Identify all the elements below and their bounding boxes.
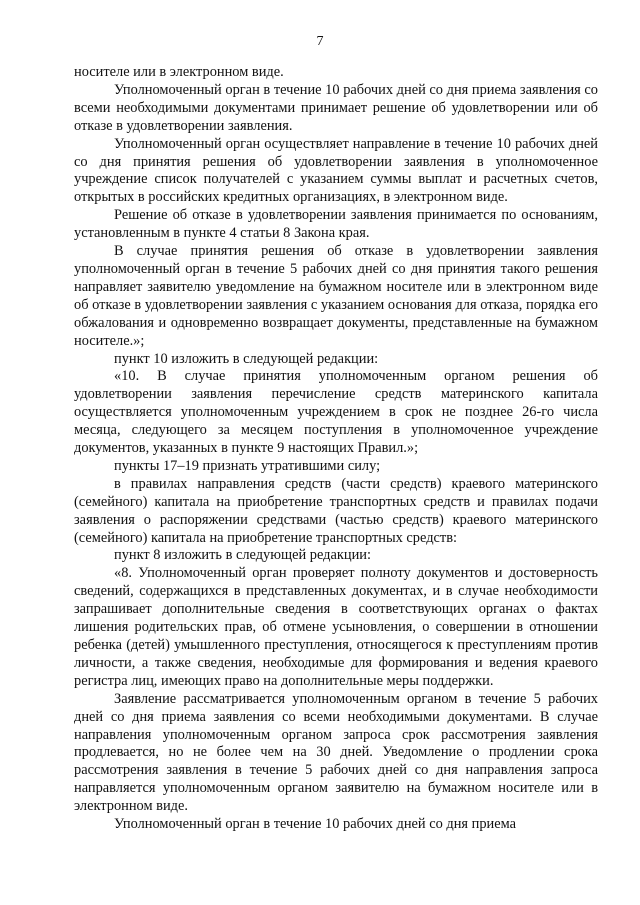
paragraph-amend-point-8: пункт 8 изложить в следующей редакции:	[114, 547, 371, 564]
paragraph-review-term: Заявление рассматривается уполномоченным органом в течение 5 рабочих дней со дня приема заявления со всеми необходимыми документами. В случае направления уполномоченным органом запроса срок рассмотрения заявления продлевается, но не более чем на 30 дней. Уведомление о продлении срока рассмотрения заявления в течение 5 рабочих дней со дня направления запроса направляется уполномоченным органом заявителю на бумажном носителе или в электронном виде.	[74, 690, 598, 815]
paragraph-points-17-19: пункты 17–19 признать утратившими силу;	[114, 457, 381, 474]
paragraph-refusal-notice: В случае принятия решения об отказе в удовлетворении заявления уполномоченный орган в течение 5 рабочих дней со дня принятия такого решения направляет заявителю уведомление на бумажном носителе или в электронном виде об отказе в удовлетворении заявления с указанием основания для отказа, порядка его обжалования и одновременно возвращает документы, представленные на бумажном носителе.»;	[74, 243, 598, 349]
paragraph-amend-point-10: пункт 10 изложить в следующей редакции:	[114, 350, 379, 367]
paragraph-recipients-list: Уполномоченный орган осуществляет направление в течение 10 рабочих дней со дня принятия решения об удовлетворении заявления в уполномоченное учреждение список получателей с указанием суммы выплат и расчетных счетов, открытых в российских кредитных организациях, в электронном виде.	[74, 135, 598, 206]
paragraph-decision-deadline: Уполномоченный орган в течение 10 рабочих дней со дня приема заявления со всеми необходимыми документами принимает решение об удовлетворении или об отказе в удовлетворении заявления.	[74, 81, 598, 134]
paragraph-point-10-text: «10. В случае принятия уполномоченным органом решения об удовлетворении заявления перечисление средств материнского капитала осуществляется уполномоченным учреждением в срок не позднее 26-го числа месяца, следующего за месяцем поступления в уполномоченное учреждение документов, указанных в пункте 9 настоящих Правил.»;	[74, 368, 598, 457]
paragraph-cut-off: Уполномоченный орган в течение 10 рабочих дней со дня приема	[114, 816, 517, 833]
paragraph-point-8-text: «8. Уполномоченный орган проверяет полноту документов и достоверность сведений, содержащихся в представленных документах, и в случае необходимости запрашивает дополнительные сведения в соответствующих органах о фактах лишения родительских прав, об отмене усыновления, о совершении в отношении ребенка (детей) умышленного преступления, относящегося к преступлениям против личности, а также сведения, необходимые для формирования и ведения краевого регистра лиц, имеющих право на дополнительные меры поддержки.	[74, 565, 598, 689]
paragraph-continuation: носителе или в электронном виде.	[74, 64, 284, 80]
page-number: 7	[316, 34, 324, 49]
document-body	[74, 64, 598, 834]
paragraph-refusal-grounds: Решение об отказе в удовлетворении заявления принимается по основаниям, установленным в пункте 4 статьи 8 Закона края.	[74, 207, 598, 242]
paragraph-transport-rules: в правилах направления средств (части средств) краевого материнского (семейного) капитала на приобретение транспортных средств и правилах подачи заявления о распоряжении средствами (частью средств) краевого материнского (семейного) капитала на приобретение транспортных средств:	[74, 475, 598, 546]
